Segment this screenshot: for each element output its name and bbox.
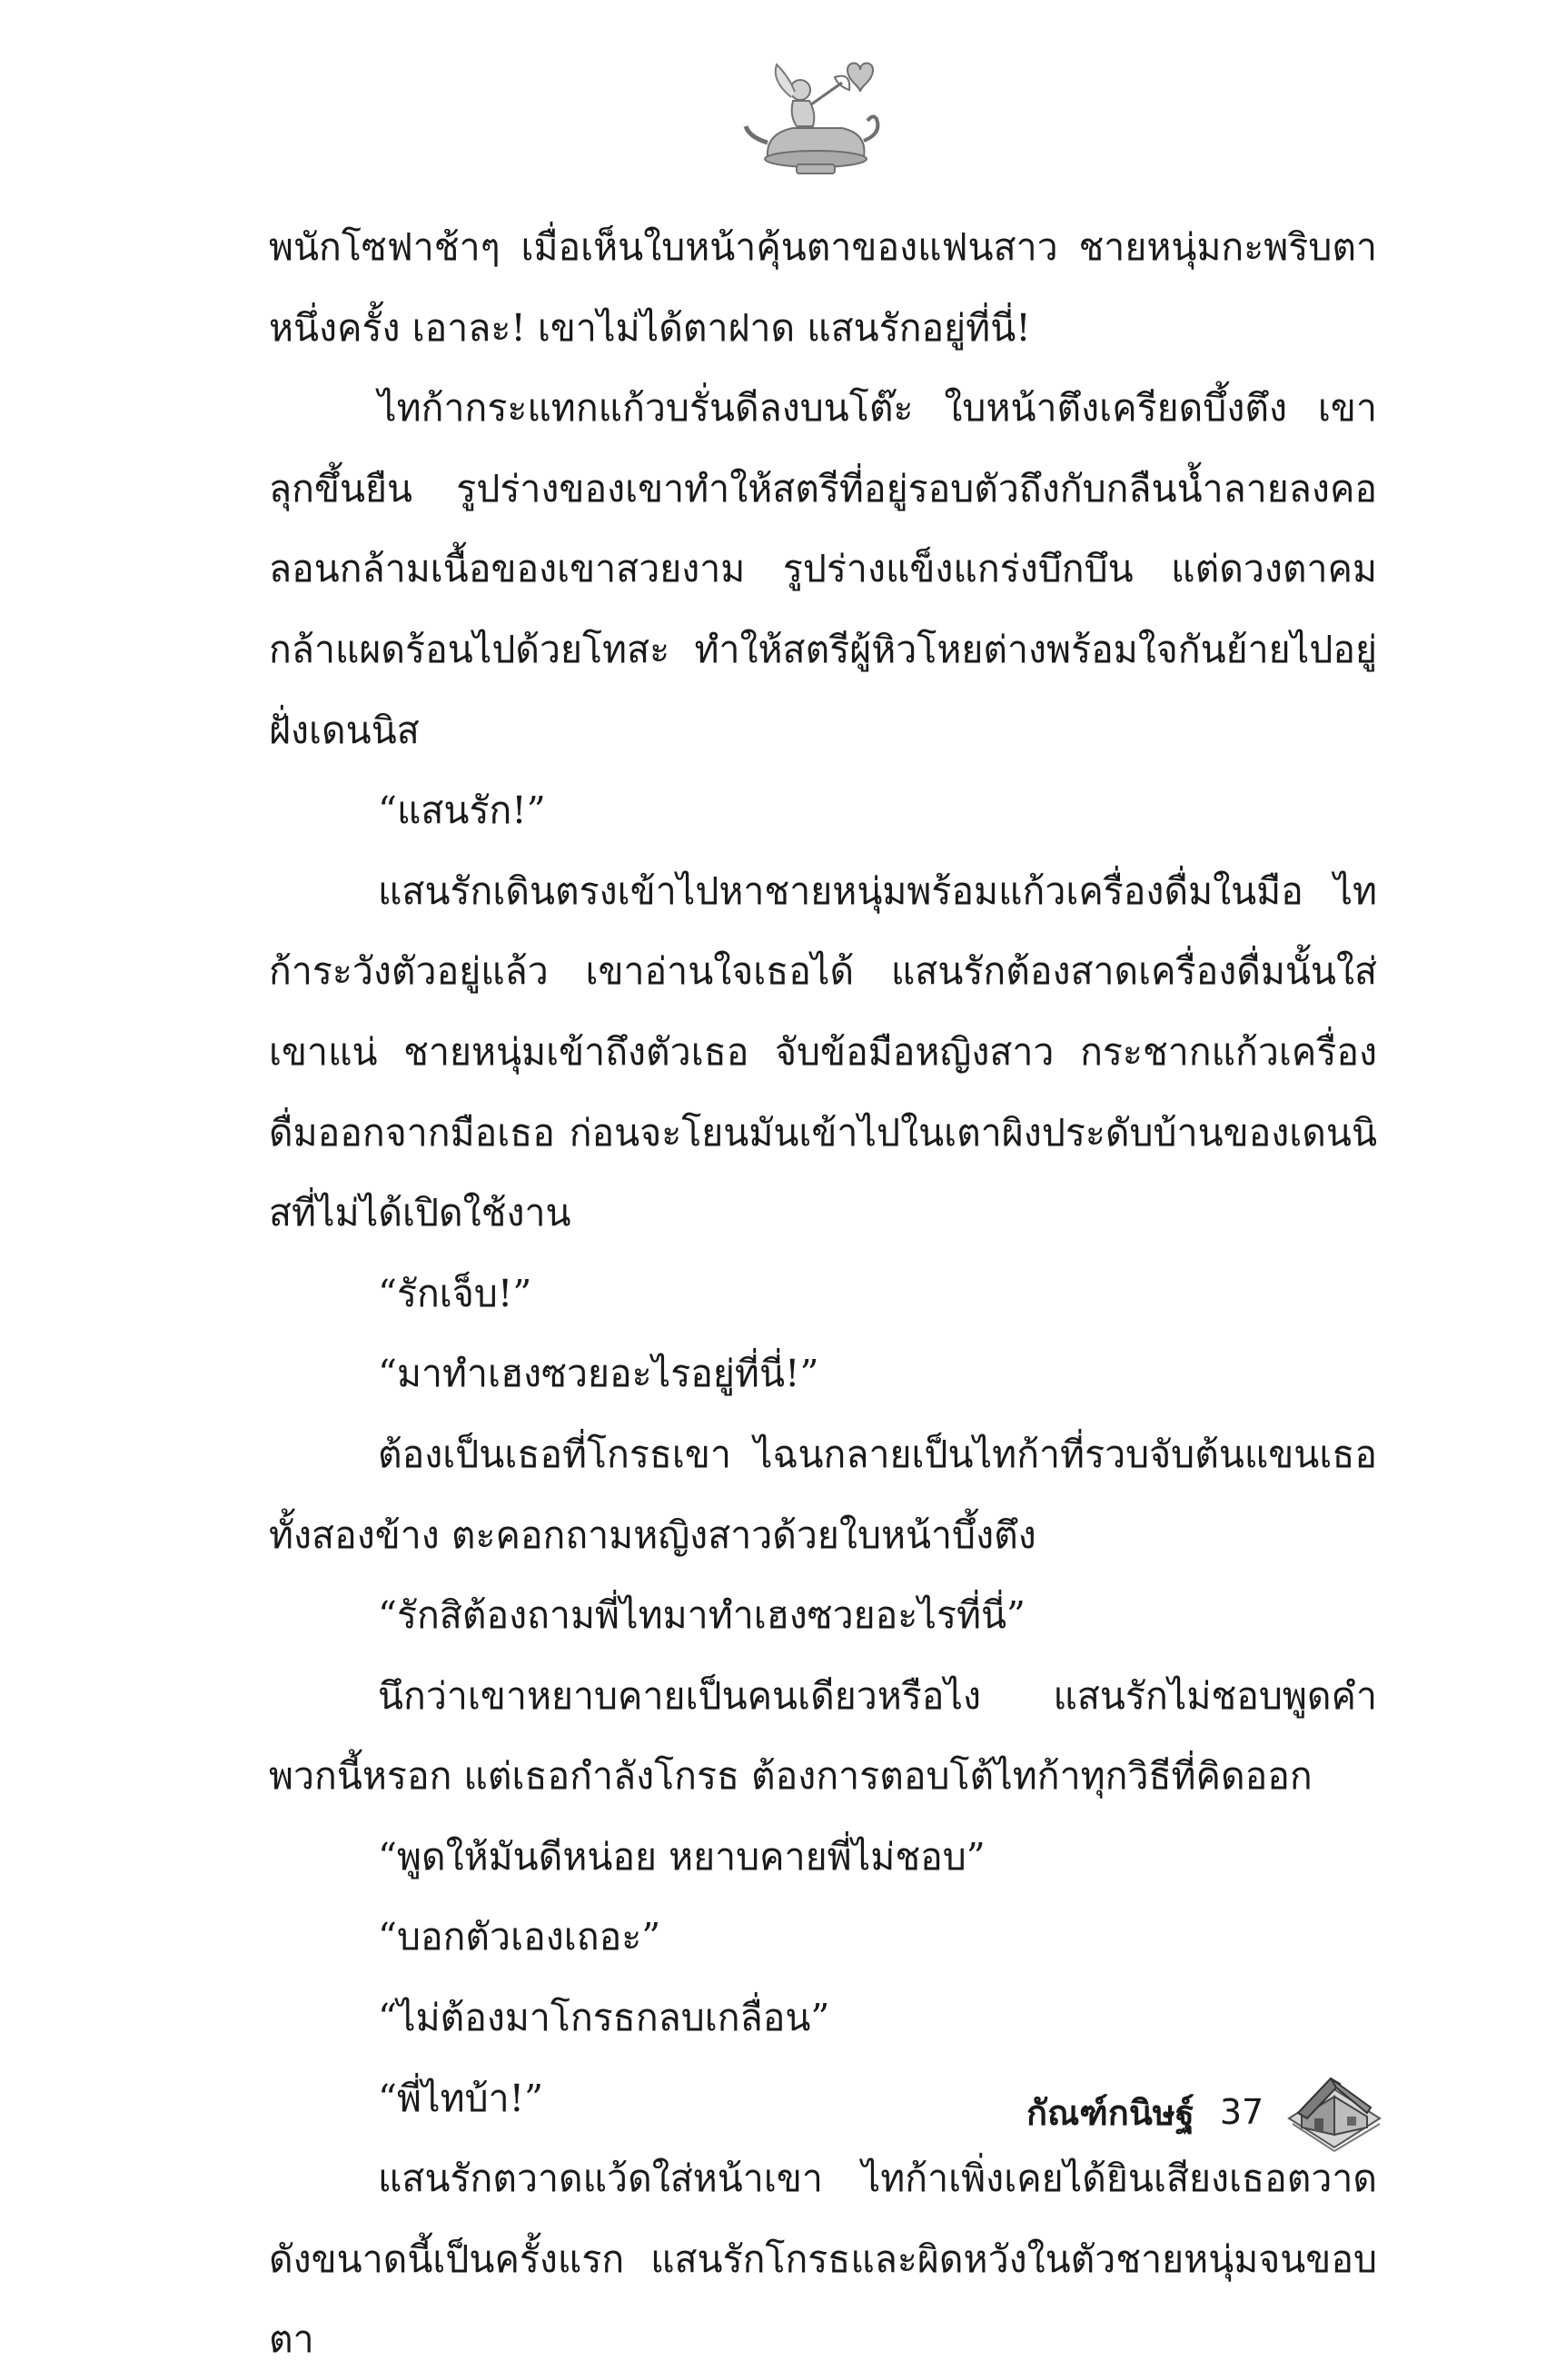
dialogue-line: “แสนรัก!” [378, 788, 546, 833]
dialogue-line: “มาทำเฮงซวยอะไรอยู่ที่นี่!” [378, 1352, 819, 1396]
dialogue-line: “บอกตัวเองเถอะ” [378, 1915, 661, 1959]
paragraph: ไทก้ากระแทกแก้วบรั่นดีลงบนโต๊ะ ใบหน้าตึงเครียดบึ้งตึง เขาลุกขึ้นยืน รูปร่างของเขาทำให้สตรีที่อยู่รอบตัวถึงกับกลืนน้ำลายลงคอ ลอนกล้ามเนื้อของเขาสวยงาม รูปร่างแข็งแกร่งบึกบึน แต่ดวงตาคมกล้าแผดร้อนไปด้วยโทสะ ทำให้สตรีผู้หิวโหยต่างพร้อมใจกันย้ายไปอยู่ฝั่งเดนนิส [269, 386, 1377, 752]
paragraph: ต้องเป็นเธอที่โกรธเขา ไฉนกลายเป็นไทก้าที่รวบจับต้นแขนเธอทั้งสองข้าง ตะคอกถามหญิงสาวด้วยใบหน้าบึ้งตึง [269, 1432, 1377, 1557]
paragraph: นึกว่าเขาหยาบคายเป็นคนเดียวหรือไง แสนรักไม่ชอบพูดคำพวกนี้หรอก แต่เธอกำลังโกรธ ต้องการตอบโต้ไทก้าทุกวิธีที่คิดออก [269, 1673, 1377, 1799]
dialogue-line: “รักเจ็บ!” [378, 1271, 532, 1315]
paragraph: พนักโซฟาช้าๆ เมื่อเห็นใบหน้าคุ้นตาของแฟนสาว ชายหนุ่มกะพริบตาหนึ่งครั้ง เอาละ! เขาไม่ได้ตาฝาด แสนรักอยู่ที่นี่! [269, 225, 1377, 350]
cupid-teapot-icon [740, 50, 886, 186]
chapter-text [269, 207, 1377, 2380]
dialogue-line: “พูดให้มันดีหน่อย หยาบคายพี่ไม่ชอบ” [378, 1834, 986, 1879]
page-footer [1026, 2080, 1389, 2144]
dialogue-line: “ไม่ต้องมาโกรธกลบเกลื่อน” [378, 1996, 830, 2040]
book-title: กัณฑ์กนิษฐ์ [1026, 2092, 1194, 2133]
paragraph: แสนรักเดินตรงเข้าไปหาชายหนุ่มพร้อมแก้วเครื่องดื่มในมือ ไทก้าระวังตัวอยู่แล้ว เขาอ่านใจเธอได้ แสนรักต้องสาดเครื่องดื่มนั้นใส่เขาแน่ ชายหนุ่มเข้าถึงตัวเธอ จับข้อมือหญิงสาว กระชากแก้วเครื่องดื่มออกจากมือเธอ ก่อนจะโยนมันเข้าไปในเตาผิงประดับบ้านของเดนนิสที่ไม่ได้เปิดใช้งาน [269, 868, 1377, 1235]
dialogue-line: “พี่ไทบ้า!” [378, 2076, 544, 2120]
dialogue-line: “รักสิต้องถามพี่ไทมาทำเฮงซวยอะไรที่นี่” [378, 1593, 1026, 1638]
page-number: 37 [1219, 2092, 1264, 2132]
paragraph: แสนรักตวาดแว้ดใส่หน้าเขา ไทก้าเพิ่งเคยได้ยินเสียงเธอตวาดดังขนาดนี้เป็นครั้งแรก แสนรักโกรธและผิดหวังในตัวชายหนุ่มจนขอบตา [269, 2157, 1377, 2362]
house-icon [1280, 2071, 1389, 2153]
